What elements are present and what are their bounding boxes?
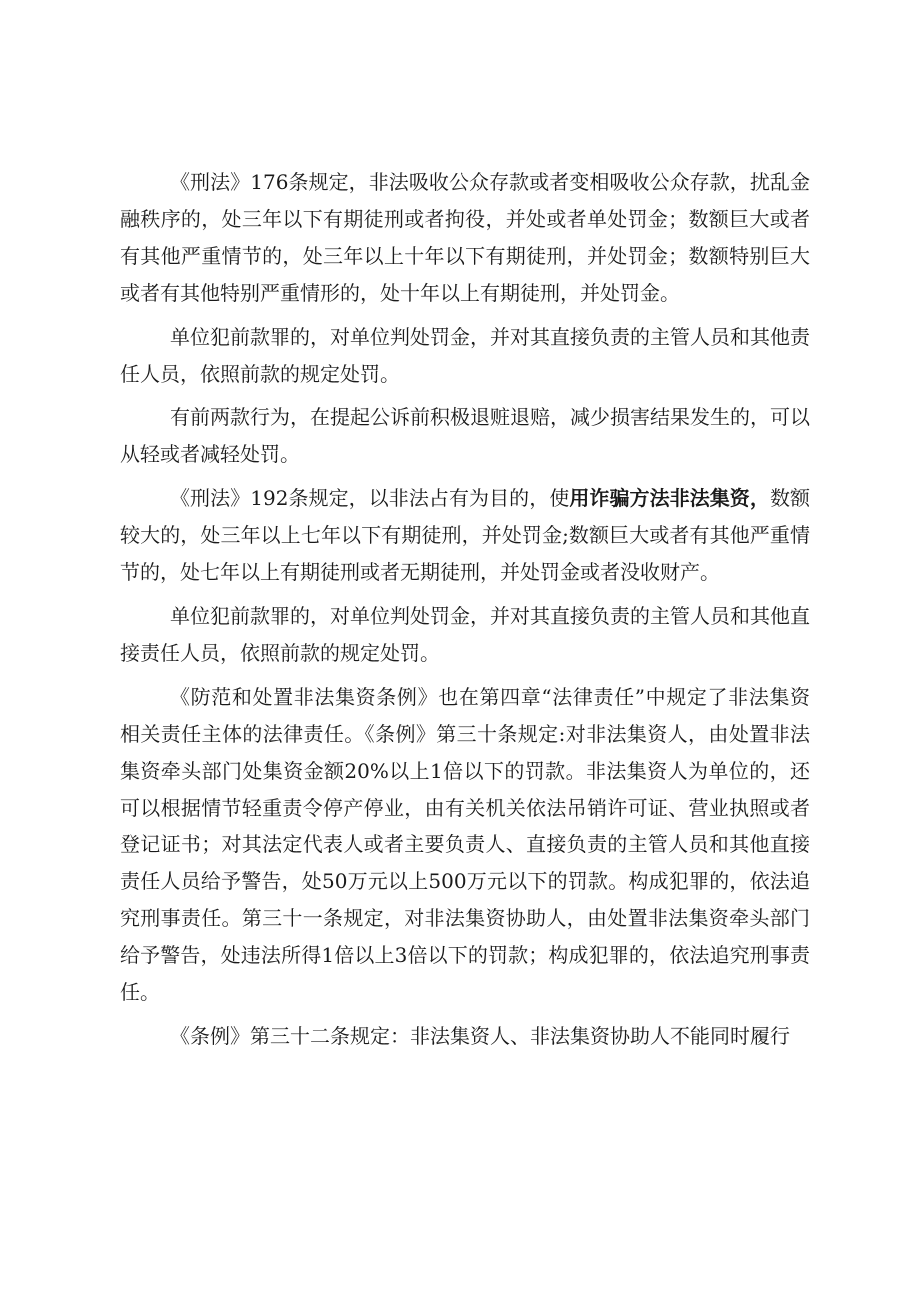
paragraph-192-before: 《刑法》192条规定，以非法占有为目的，使 — [170, 486, 570, 511]
paragraph-criminal-law-192 — [120, 480, 810, 591]
document-body — [120, 164, 810, 1055]
paragraph-restitution: 有前两款行为，在提起公诉前积极退赃退赔，减少损害结果发生的，可以从轻或者减轻处罚。 — [120, 405, 810, 467]
paragraph-unit-crime-2: 单位犯前款罪的，对单位判处罚金，并对其直接负责的主管人员和其他直接责任人员，依照前款的规定处罚。 — [120, 603, 810, 665]
paragraph-regulation-chapter-4: 《防范和处置非法集资条例》也在第四章“法律责任”中规定了非法集资相关责任主体的法律责任。《条例》第三十条规定:对非法集资人，由处置非法集资牵头部门处集资金额20%以上1倍以下的罚款。非法集资人为单位的，还可以根据情节轻重责令停产停业，由有关机关依法吊销许可证、营业执照或者登记证书；对其法定代表人或者主要负责人、直接负责的主管人员和其他直接责任人员给予警告，处50万元以上500万元以下的罚款。构成犯罪的，依法追究刑事责任。第三十一条规定，对非法集资协助人，由处置非法集资牵头部门给予警告，处违法所得1倍以上3倍以下的罚款；构成犯罪的，依法追究刑事责任。 — [120, 684, 810, 1005]
paragraph-192-after: 数额较大的，处三年以上七年以下有期徒刑，并处罚金;数额巨大或者有其他严重情节的，处七年以上有期徒刑或者无期徒刑，并处罚金或者没收财产。 — [120, 486, 810, 585]
paragraph-criminal-law-176: 《刑法》176条规定，非法吸收公众存款或者变相吸收公众存款，扰乱金融秩序的，处三年以下有期徒刑或者拘役，并处或者单处罚金；数额巨大或者有其他严重情节的，处三年以上十年以下有期徒刑，并处罚金；数额特别巨大或者有其他特别严重情形的，处十年以上有期徒刑，并处罚金。 — [120, 170, 810, 305]
paragraph-regulation-article-32: 《条例》第三十二条规定：非法集资人、非法集资协助人不能同时履行 — [170, 1023, 790, 1048]
paragraph-unit-crime-1: 单位犯前款罪的，对单位判处罚金，并对其直接负责的主管人员和其他责任人员，依照前款的规定处罚。 — [120, 324, 810, 386]
paragraph-192-bold-phrase: 用诈骗方法非法集资， — [569, 486, 770, 511]
